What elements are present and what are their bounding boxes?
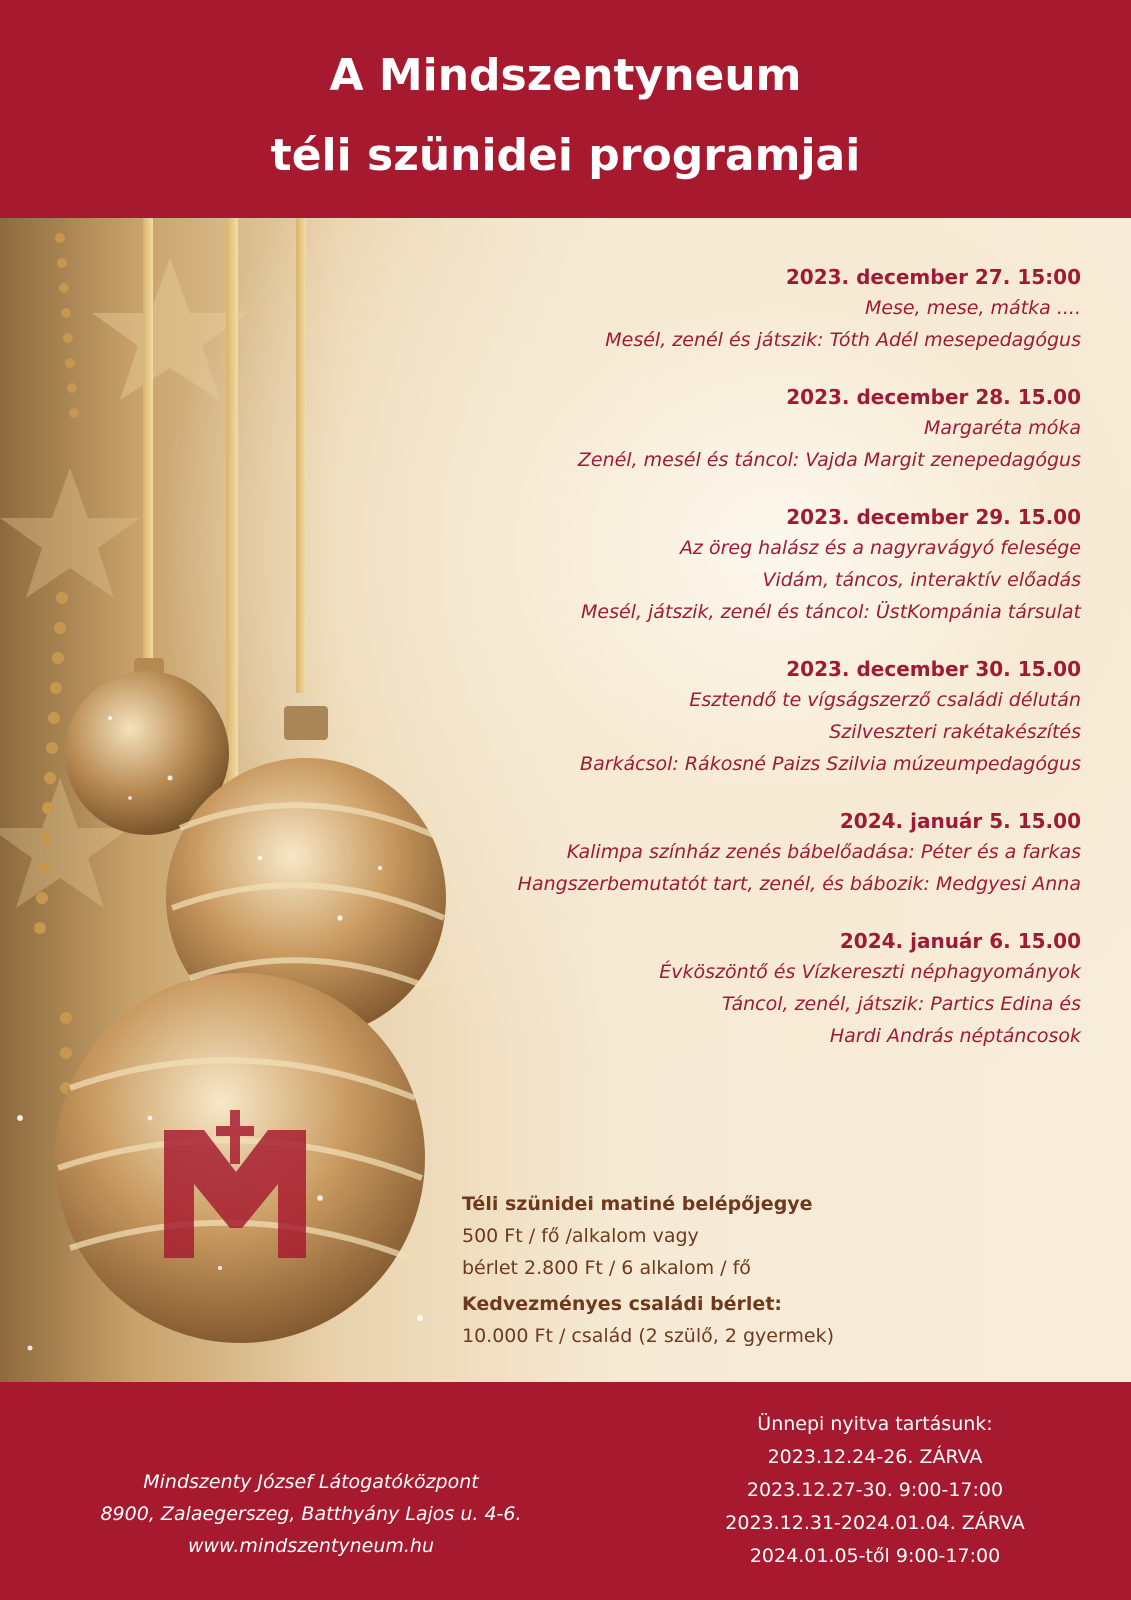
page-title-line2: téli szünidei programjai (270, 130, 861, 181)
venue-address: 8900, Zalaegerszeg, Batthyány Lajos u. 4-6. (100, 1503, 522, 1525)
family-pass-heading: Kedvezményes családi bérlet: (462, 1293, 783, 1315)
opening-hours (670, 1408, 1080, 1573)
event-line: Mesél, zenél és játszik: Tóth Adél mesepedagógus (605, 329, 1081, 351)
event-line: Az öreg halász és a nagyravágyó felesége (679, 537, 1081, 559)
event-line: Évköszöntő és Vízkereszti néphagyományok (659, 961, 1081, 983)
event-item (361, 382, 1081, 476)
address-block (56, 1466, 566, 1562)
event-item (361, 502, 1081, 628)
event-date: 2023. december 28. 15.00 (786, 385, 1081, 409)
event-line: Zenél, mesél és táncol: Vajda Margit zenepedagógus (577, 449, 1081, 471)
event-date: 2024. január 6. 15.00 (839, 929, 1081, 953)
event-line: Barkácsol: Rákosné Paizs Szilvia múzeumpedagógus (580, 753, 1081, 775)
event-item (361, 262, 1081, 356)
header-banner (0, 0, 1131, 218)
footer-banner (0, 1382, 1131, 1600)
event-date: 2024. január 5. 15.00 (839, 809, 1081, 833)
event-item (361, 806, 1081, 900)
event-line: Mese, mese, mátka .... (864, 297, 1081, 319)
ticket-price-single: 500 Ft / fő /alkalom vagy (462, 1225, 699, 1247)
website-link[interactable]: www.mindszentyneum.hu (187, 1535, 435, 1557)
event-date: 2023. december 27. 15:00 (785, 265, 1081, 289)
page-title-line1: A Mindszentyneum (329, 50, 802, 101)
event-line: Hardi András néptáncosok (829, 1025, 1081, 1047)
opening-hours-title: Ünnepi nyitva tartásunk: (757, 1413, 993, 1435)
event-item (361, 926, 1081, 1052)
ticket-price-pass: bérlet 2.800 Ft / 6 alkalom / fő (462, 1257, 751, 1279)
ticket-info (462, 1188, 834, 1352)
event-line: Kalimpa színház zenés bábelőadása: Péter és a farkas (566, 841, 1081, 863)
event-line: Vidám, táncos, interaktív előadás (762, 569, 1081, 591)
event-line: Táncol, zenél, játszik: Partics Edina és (721, 993, 1081, 1015)
event-line: Esztendő te vígságszerző családi délután (689, 689, 1081, 711)
opening-hours-row: 2024.01.05-től 9:00-17:00 (749, 1545, 1001, 1567)
event-line: Hangszerbemutatót tart, zenél, és bábozik: Medgyesi Anna (517, 873, 1081, 895)
event-date: 2023. december 29. 15.00 (786, 505, 1081, 529)
program-section (0, 218, 1131, 1382)
event-line: Szilveszteri rakétakészítés (829, 721, 1081, 743)
opening-hours-row: 2023.12.24-26. ZÁRVA (767, 1446, 983, 1468)
ticket-heading: Téli szünidei matiné belépőjegye (462, 1193, 813, 1215)
event-item (361, 654, 1081, 780)
event-date: 2023. december 30. 15.00 (786, 657, 1081, 681)
event-list (361, 262, 1081, 1078)
opening-hours-row: 2023.12.31-2024.01.04. ZÁRVA (725, 1512, 1025, 1534)
family-pass-price: 10.000 Ft / család (2 szülő, 2 gyermek) (462, 1325, 835, 1347)
venue-name: Mindszenty József Látogatóközpont (143, 1471, 479, 1493)
event-line: Margaréta móka (924, 417, 1081, 439)
event-line: Mesél, játszik, zenél és táncol: ÜstKompánia társulat (581, 601, 1081, 623)
opening-hours-row: 2023.12.27-30. 9:00-17:00 (746, 1479, 1004, 1501)
